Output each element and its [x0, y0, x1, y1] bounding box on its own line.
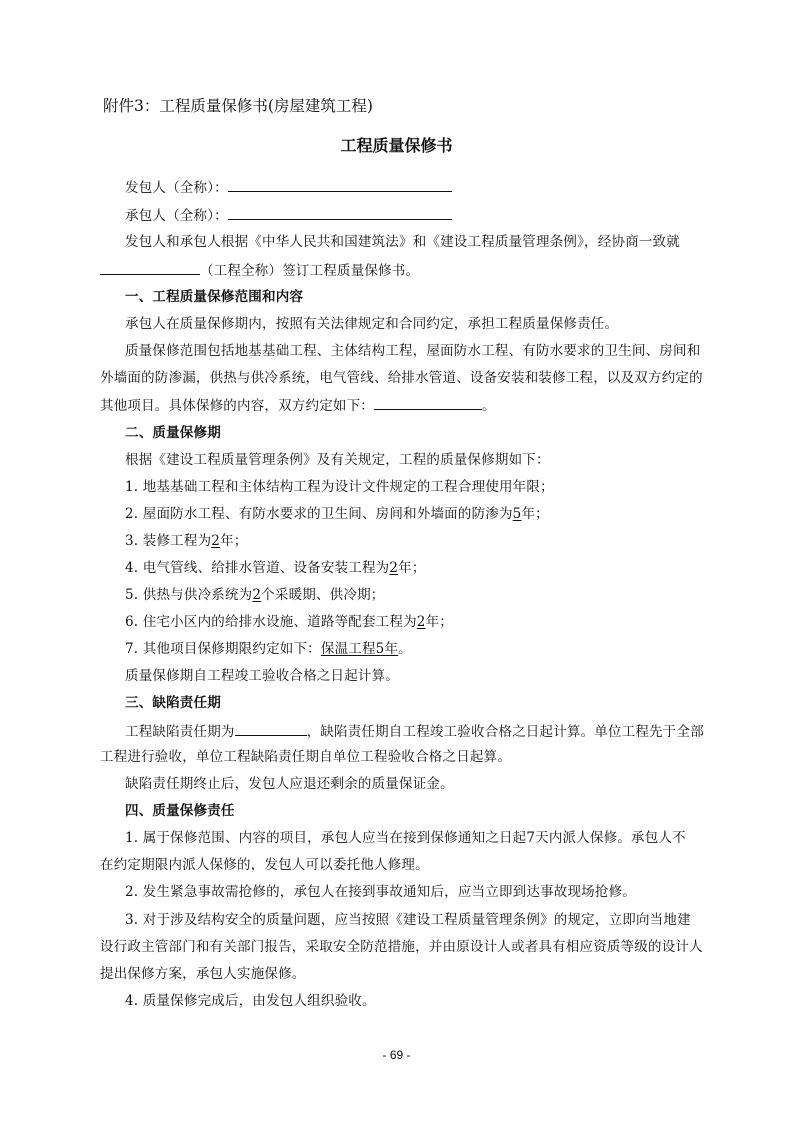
section1-p2-end: 。	[482, 398, 496, 414]
employer-label: 发包人（全称）：	[125, 180, 228, 196]
warranty-item-4	[125, 558, 426, 578]
contractor-label: 承包人（全称）：	[125, 208, 228, 224]
section1-heading: 一、工程质量保修范围和内容	[125, 289, 304, 305]
warranty-item-7	[125, 639, 412, 659]
intro-line-1: 发包人和承包人根据《中华人民共和国建筑法》和《建设工程质量管理条例》，经协商一致就	[125, 234, 680, 250]
item5-text: 5. 供热与供冷系统为	[125, 587, 253, 603]
responsibility-item-1-line-1: 1. 属于保修范围、内容的项目，承包人应当在接到保修通知之日起7天内派人保修。承包人不	[125, 830, 686, 846]
item7-end: 。	[398, 641, 412, 657]
item2-unit: 年；	[521, 506, 549, 522]
item4-period: 2	[389, 560, 399, 576]
item2-text: 2. 屋面防水工程、有防水要求的卫生间、房间和外墙面的防渗为	[125, 506, 513, 522]
item6-period: 2	[416, 614, 426, 630]
employer-blank[interactable]	[228, 176, 452, 192]
contractor-blank[interactable]	[228, 204, 452, 220]
responsibility-item-1-line-2: 在约定期限内派人保修的，发包人可以委托他人修理。	[100, 857, 429, 873]
section1-paragraph-2-line-2: 外墙面的防渗漏，供热与供冷系统，电气管线、给排水管道、设备安装和装修工程，以及双方约定的	[100, 370, 703, 386]
section3-paragraph-2: 缺陷责任期终止后，发包人应退还剩余的质量保证金。	[125, 776, 454, 792]
warranty-item-6	[125, 612, 453, 632]
intro-line-2	[100, 259, 419, 281]
section2-heading: 二、质量保修期	[125, 425, 221, 441]
item3-period: 2	[211, 533, 221, 549]
attachment-title: 附件3：工程质量保修书(房屋建筑工程)	[103, 97, 373, 115]
document-title: 工程质量保修书	[340, 136, 453, 155]
item5-period: 2	[252, 587, 262, 603]
item7-text: 7. 其他项目保修期限约定如下：	[125, 641, 321, 657]
responsibility-item-3-line-1: 3. 对于涉及结构安全的质量问题，应当按照《建设工程质量管理条例》的规定，立即向当地建	[125, 912, 691, 928]
item7-period: 保温工程5年	[320, 641, 399, 657]
employer-line	[125, 176, 452, 198]
agreed-content-blank[interactable]	[374, 394, 482, 410]
item6-unit: 年；	[425, 614, 453, 630]
project-name-blank[interactable]	[100, 259, 200, 275]
section3-paragraph-1-line-2: 工程进行验收，单位工程缺陷责任期自单位工程验收合格之日起算。	[100, 749, 511, 765]
item6-text: 6. 住宅小区内的给排水设施、道路等配套工程为	[125, 614, 417, 630]
contractor-line	[125, 204, 452, 226]
item2-period: 5	[512, 506, 522, 522]
intro-line-2-text: （工程全称）签订工程质量保修书。	[200, 263, 420, 279]
item4-text: 4. 电气管线、给排水管道、设备安装工程为	[125, 560, 390, 576]
section1-paragraph-1: 承包人在质量保修期内，按照有关法律规定和合同约定，承担工程质量保修责任。	[125, 316, 619, 332]
warranty-item-5	[125, 585, 384, 605]
responsibility-item-2: 2. 发生紧急事故需抢修的，承包人在接到事故通知后，应当立即到达事故现场抢修。	[125, 884, 636, 900]
item4-unit: 年；	[398, 560, 426, 576]
section1-paragraph-2-line-3	[100, 394, 496, 416]
defect-period-blank[interactable]	[235, 720, 307, 736]
section2-closing: 质量保修期自工程竣工验收合格之日起计算。	[125, 668, 399, 684]
responsibility-item-3-line-2: 设行政主管部门和有关部门报告，采取安全防范措施，并由原设计人或者具有相应资质等级的设计人	[100, 939, 703, 955]
responsibility-item-3-line-3: 提出保修方案，承包人实施保修。	[100, 966, 306, 982]
section4-heading: 四、质量保修责任	[125, 803, 235, 819]
warranty-item-3	[125, 531, 247, 551]
item3-unit: 年；	[220, 533, 248, 549]
warranty-item-1: 1. 地基基础工程和主体结构工程为设计文件规定的工程合理使用年限；	[125, 479, 554, 495]
section3-heading: 三、缺陷责任期	[125, 695, 221, 711]
responsibility-item-4: 4. 质量保修完成后，由发包人组织验收。	[125, 993, 376, 1009]
section1-p2-line3-text: 其他项目。具体保修的内容，双方约定如下：	[100, 398, 374, 414]
section1-paragraph-2-line-1: 质量保修范围包括地基基础工程、主体结构工程，屋面防水工程、有防水要求的卫生间、房间和	[125, 343, 701, 359]
section3-paragraph-1-line-1	[125, 720, 704, 742]
warranty-item-2	[125, 504, 549, 524]
item5-unit: 个采暖期、供冷期；	[261, 587, 385, 603]
page-number: - 69 -	[382, 1048, 411, 1062]
section3-p1-rest: ，缺陷责任期自工程竣工验收合格之日起计算。单位工程先于全部	[306, 724, 704, 740]
defect-period-label: 工程缺陷责任期为	[125, 724, 235, 740]
item3-text: 3. 装修工程为	[125, 533, 212, 549]
section2-intro: 根据《建设工程质量管理条例》及有关规定，工程的质量保修期如下：	[125, 452, 550, 468]
